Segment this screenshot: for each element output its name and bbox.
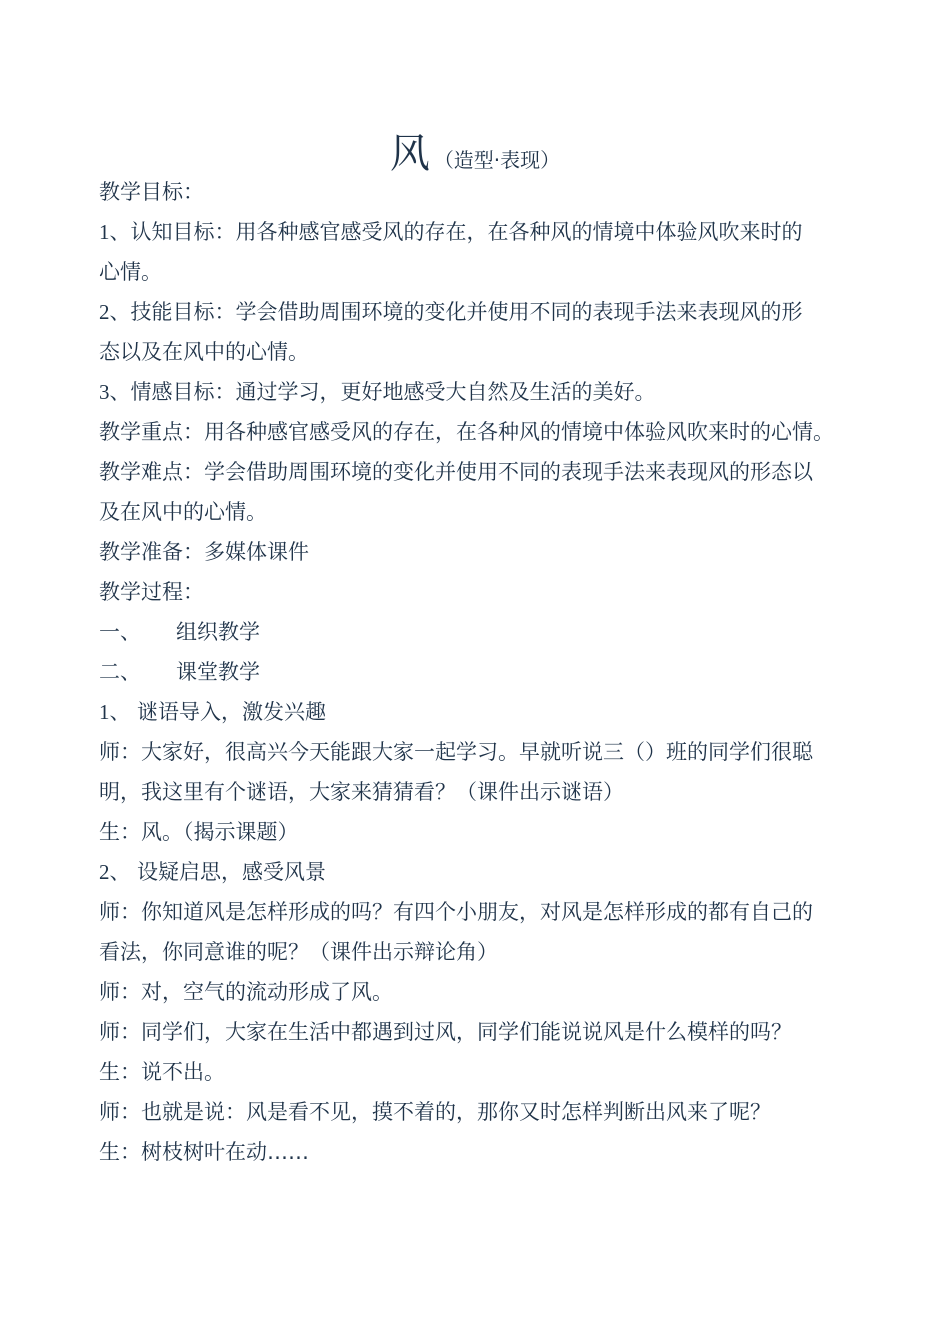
teaching-goals-heading: 教学目标： [99,180,204,204]
teaching-difficulty: 教学难点：学会借助周围环境的变化并使用不同的表现手法来表现风的形态以 [99,460,813,484]
sub-step-two [99,852,854,892]
sub-step-text: 设疑启思，感受风景 [137,860,326,884]
dialogue-line: 师：大家好，很高兴今天能跟大家一起学习。早就听说三（）班的同学们很聪 [99,740,813,764]
teaching-preparation: 教学准备：多媒体课件 [99,540,309,564]
dialogue-line: 师：同学们，大家在生活中都遇到过风，同学们能说说风是什么模样的吗？ [99,1020,792,1044]
goal-cognitive-cont: 心情。 [99,260,162,284]
title-main: 风 [389,131,430,177]
sub-step-one [99,692,854,732]
sub-step-label: 2、 [99,860,131,884]
teaching-focus: 教学重点：用各种感官感受风的存在，在各种风的情境中体验风吹来时的心情。 [99,420,834,444]
teaching-process-heading: 教学过程： [99,580,204,604]
dialogue-line: 师：你知道风是怎样形成的吗？有四个小朋友，对风是怎样形成的都有自己的 [99,900,813,924]
goal-text: 、技能目标：学会借助周围环境的变化并使用不同的表现手法来表现风的形 [109,300,803,324]
dialogue-line: 生：风。（揭示课题） [99,820,299,844]
step-one [99,612,854,652]
goal-number: 3 [99,380,110,404]
sub-step-text: 谜语导入，激发兴趣 [137,700,326,724]
dialogue-line: 生：树枝树叶在动…… [99,1140,309,1164]
step-text: 组织教学 [176,620,260,644]
goal-number: 2 [99,300,110,324]
step-text: 课堂教学 [176,660,260,684]
goal-text: 、认知目标：用各种感官感受风的存在，在各种风的情境中体验风吹来时的 [109,220,803,244]
dialogue-line: 师：对，空气的流动形成了风。 [99,980,393,1004]
dialogue-line: 看法，你同意谁的呢？（课件出示辩论角） [99,940,498,964]
goal-skill-cont: 态以及在风中的心情。 [99,340,309,364]
document-body [99,172,854,1172]
goal-emotional [99,372,854,412]
teaching-difficulty-cont: 及在风中的心情。 [99,500,267,524]
step-label: 一、 [99,620,141,644]
goal-number: 1 [99,220,110,244]
step-two [99,652,854,692]
goal-cognitive [99,212,854,252]
title-subtitle: （造型·表现） [433,148,561,172]
dialogue-line: 生：说不出。 [99,1060,225,1084]
goal-text: 、情感目标：通过学习，更好地感受大自然及生活的美好。 [109,380,656,404]
dialogue-line: 明，我这里有个谜语，大家来猜猜看？（课件出示谜语） [99,780,624,804]
dialogue-line: 师：也就是说：风是看不见，摸不着的，那你又时怎样判断出风来了呢？ [99,1100,771,1124]
sub-step-label: 1、 [99,700,131,724]
goal-skill [99,292,854,332]
step-label: 二、 [99,660,141,684]
